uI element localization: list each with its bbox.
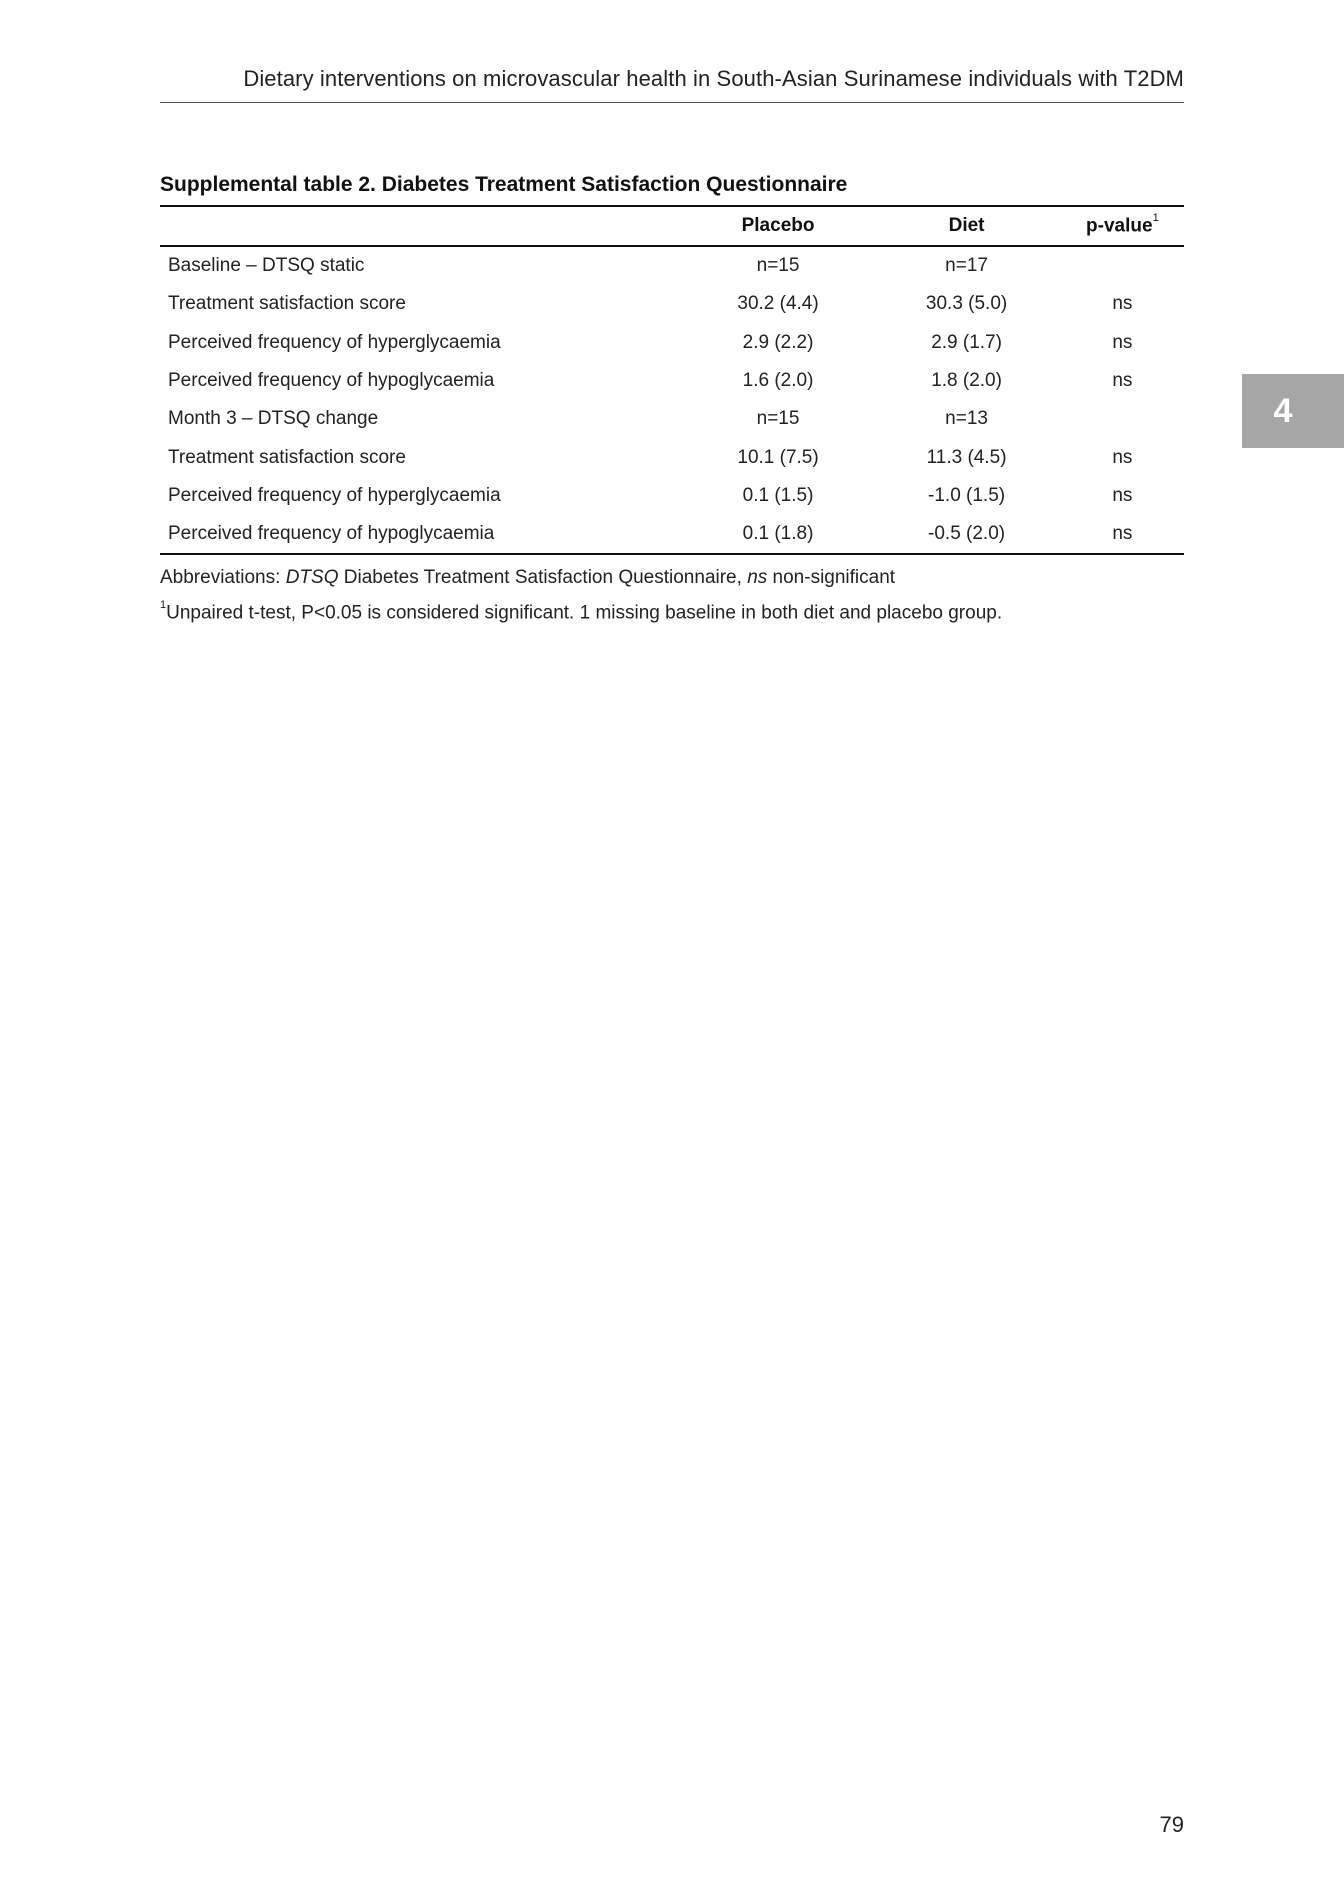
- cell-diet: 2.9 (1.7): [931, 331, 1002, 353]
- abbreviations-note: [160, 563, 1184, 593]
- cell-p-value: [1061, 400, 1184, 438]
- cell-diet: -0.5 (2.0): [928, 523, 1006, 545]
- cell-diet: n=17: [945, 255, 988, 277]
- cell-placebo: 0.1 (1.5): [742, 484, 814, 506]
- running-header: Dietary interventions on microvascular health in South-Asian Surinamese individuals with T2DM: [243, 66, 1184, 91]
- row-label: Month 3 – DTSQ change: [168, 408, 379, 430]
- cell-p-value: [1061, 246, 1184, 285]
- row-label: Perceived frequency of hypoglycaemia: [168, 370, 495, 392]
- table-caption: Supplemental table 2. Diabetes Treatment Satisfaction Questionnaire: [160, 173, 848, 196]
- header-row: [160, 206, 1184, 246]
- abbreviation-term-dtsq: DTSQ: [285, 567, 339, 588]
- table-row: [160, 477, 1184, 515]
- row-label: Perceived frequency of hypoglycaemia: [168, 523, 495, 545]
- cell-placebo: 2.9 (2.2): [742, 331, 814, 353]
- cell-placebo: 10.1 (7.5): [737, 446, 819, 468]
- table-row: [160, 515, 1184, 554]
- table-row: [160, 362, 1184, 400]
- cell-p-value: ns: [1112, 523, 1133, 545]
- abbreviation-term-ns: ns: [747, 567, 768, 588]
- abbreviation-definition-dtsq: Diabetes Treatment Satisfaction Questionnaire,: [338, 567, 748, 588]
- abbreviation-definition-ns: non-significant: [767, 567, 896, 588]
- header-label-column: [160, 206, 684, 246]
- header-diet: Diet: [948, 215, 985, 236]
- table-row: [160, 285, 1184, 323]
- chapter-tab: 4: [1242, 374, 1344, 448]
- table-body: [160, 246, 1184, 554]
- cell-diet: 30.3 (5.0): [925, 293, 1008, 315]
- header-placebo: Placebo: [741, 215, 815, 236]
- table-row: [160, 324, 1184, 362]
- header-divider: [160, 102, 1184, 103]
- abbreviations-prefix: Abbreviations:: [160, 567, 286, 588]
- cell-placebo: n=15: [756, 408, 800, 430]
- cell-p-value: ns: [1112, 370, 1133, 392]
- cell-diet: -1.0 (1.5): [928, 484, 1006, 506]
- cell-diet: n=13: [945, 408, 988, 430]
- cell-p-value: ns: [1112, 331, 1133, 353]
- table-footnotes: [160, 563, 1184, 628]
- row-label: Perceived frequency of hyperglycaemia: [168, 331, 501, 353]
- table-row: [160, 400, 1184, 438]
- table-header: [160, 206, 1184, 246]
- statistics-footnote: [160, 593, 1184, 628]
- header-p-value-footnote-marker: 1: [1152, 211, 1159, 224]
- statistics-footnote-text: Unpaired t-test, P<0.05 is considered significant. 1 missing baseline in both diet and placebo group.: [166, 602, 1003, 624]
- cell-placebo: n=15: [756, 255, 800, 277]
- cell-placebo: 1.6 (2.0): [742, 370, 814, 392]
- header-p-value: [1061, 206, 1184, 246]
- cell-p-value: ns: [1112, 446, 1133, 468]
- page-number: 79: [1159, 1812, 1184, 1837]
- cell-diet: 1.8 (2.0): [931, 370, 1002, 392]
- row-label: Perceived frequency of hyperglycaemia: [168, 484, 501, 506]
- dtsq-table: [160, 205, 1184, 555]
- cell-placebo: 30.2 (4.4): [737, 293, 819, 315]
- cell-diet: 11.3 (4.5): [926, 446, 1007, 468]
- footnote-marker: 1: [160, 599, 167, 611]
- cell-p-value: ns: [1112, 293, 1133, 315]
- header-p-value-text: p-value: [1086, 215, 1153, 237]
- cell-p-value: ns: [1112, 484, 1133, 506]
- data-table-container: [160, 205, 1184, 555]
- row-label: Treatment satisfaction score: [168, 293, 406, 315]
- table-row: [160, 246, 1184, 285]
- table-row: [160, 438, 1184, 476]
- row-label: Treatment satisfaction score: [168, 446, 406, 468]
- row-label: Baseline – DTSQ static: [168, 255, 365, 277]
- cell-placebo: 0.1 (1.8): [742, 523, 814, 545]
